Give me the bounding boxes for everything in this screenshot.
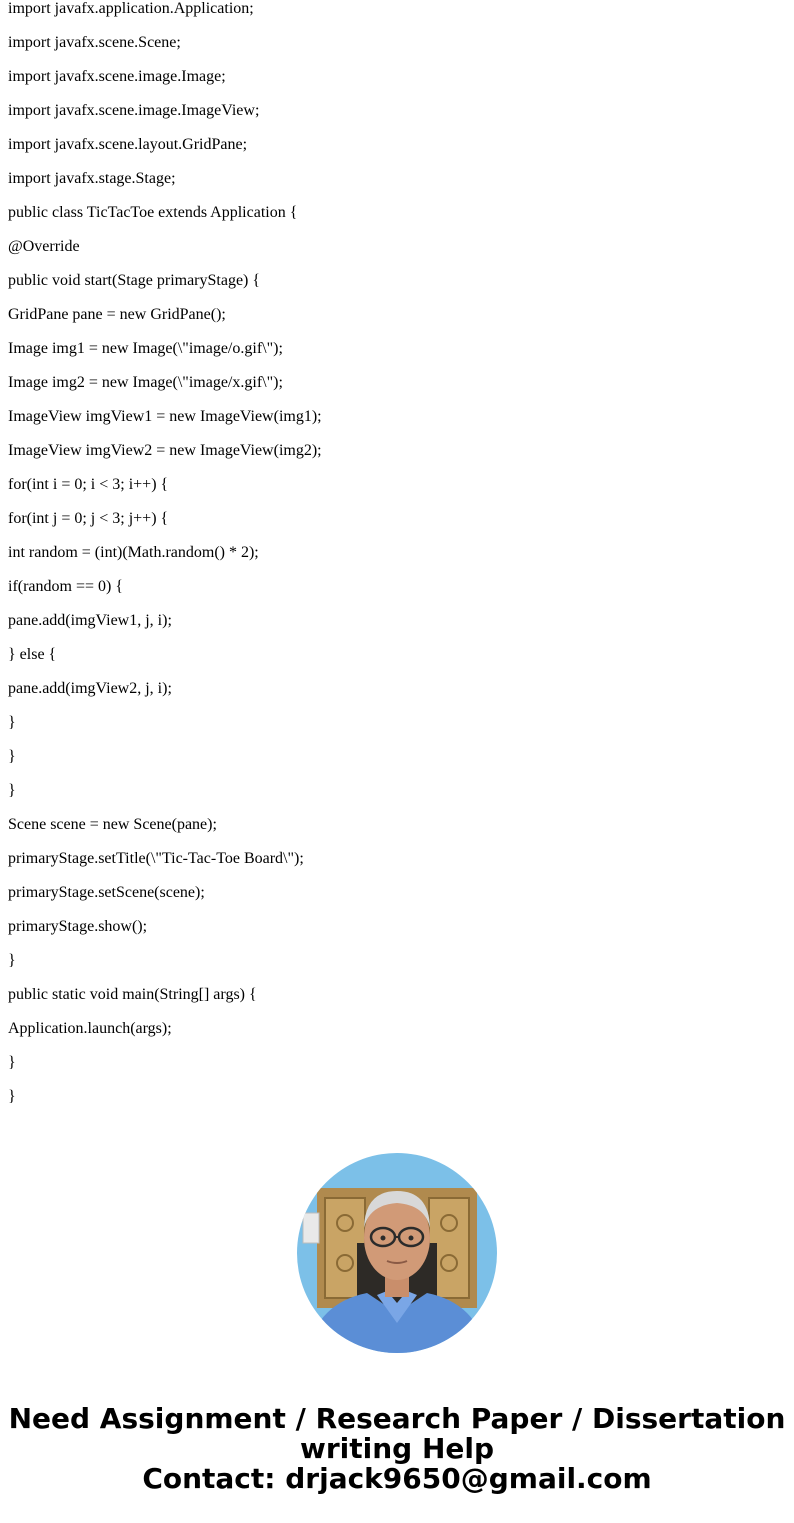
code-line: Image img2 = new Image(\"image/x.gif\"); [8, 374, 283, 391]
code-line: } [8, 748, 16, 765]
code-line: pane.add(imgView1, j, i); [8, 612, 172, 629]
code-line: primaryStage.show(); [8, 918, 148, 935]
code-line: ImageView imgView1 = new ImageView(img1); [8, 408, 322, 425]
code-line: primaryStage.setTitle(\"Tic-Tac-Toe Board\"); [8, 850, 304, 867]
code-line: for(int i = 0; i < 3; i++) { [8, 476, 169, 493]
promo-line-2: writing Help [299, 1432, 495, 1465]
code-line: } else { [8, 646, 57, 663]
author-portrait-image [297, 1153, 497, 1353]
code-line: public void start(Stage primaryStage) { [8, 272, 261, 289]
code-line: for(int j = 0; j < 3; j++) { [8, 510, 169, 527]
promo-line-1: Need Assignment / Research Paper / Dissertation [8, 1402, 786, 1435]
code-line: if(random == 0) { [8, 578, 124, 595]
code-line: @Override [8, 238, 80, 255]
code-line: ImageView imgView2 = new ImageView(img2); [8, 442, 322, 459]
code-line: import javafx.stage.Stage; [8, 170, 176, 187]
code-line: pane.add(imgView2, j, i); [8, 680, 172, 697]
code-line: primaryStage.setScene(scene); [8, 884, 205, 901]
promo-banner [0, 1404, 794, 1494]
code-line: } [8, 1054, 16, 1071]
code-line: Application.launch(args); [8, 1020, 172, 1037]
code-line: public static void main(String[] args) { [8, 986, 257, 1003]
code-line: int random = (int)(Math.random() * 2); [8, 544, 259, 561]
code-line: } [8, 782, 16, 799]
code-line: Scene scene = new Scene(pane); [8, 816, 217, 833]
code-listing [8, 0, 322, 1114]
code-line: } [8, 714, 16, 731]
code-line: import javafx.scene.Scene; [8, 34, 181, 51]
code-line: import javafx.application.Application; [8, 0, 254, 17]
code-line: import javafx.scene.image.Image; [8, 68, 226, 85]
code-line: } [8, 1088, 16, 1105]
author-avatar [297, 1153, 497, 1353]
code-line: Image img1 = new Image(\"image/o.gif\"); [8, 340, 283, 357]
promo-contact: Contact: drjack9650@gmail.com [142, 1462, 652, 1495]
code-line: } [8, 952, 16, 969]
code-line: import javafx.scene.image.ImageView; [8, 102, 260, 119]
code-line: public class TicTacToe extends Application { [8, 204, 298, 221]
code-line: GridPane pane = new GridPane(); [8, 306, 226, 323]
code-line: import javafx.scene.layout.GridPane; [8, 136, 248, 153]
